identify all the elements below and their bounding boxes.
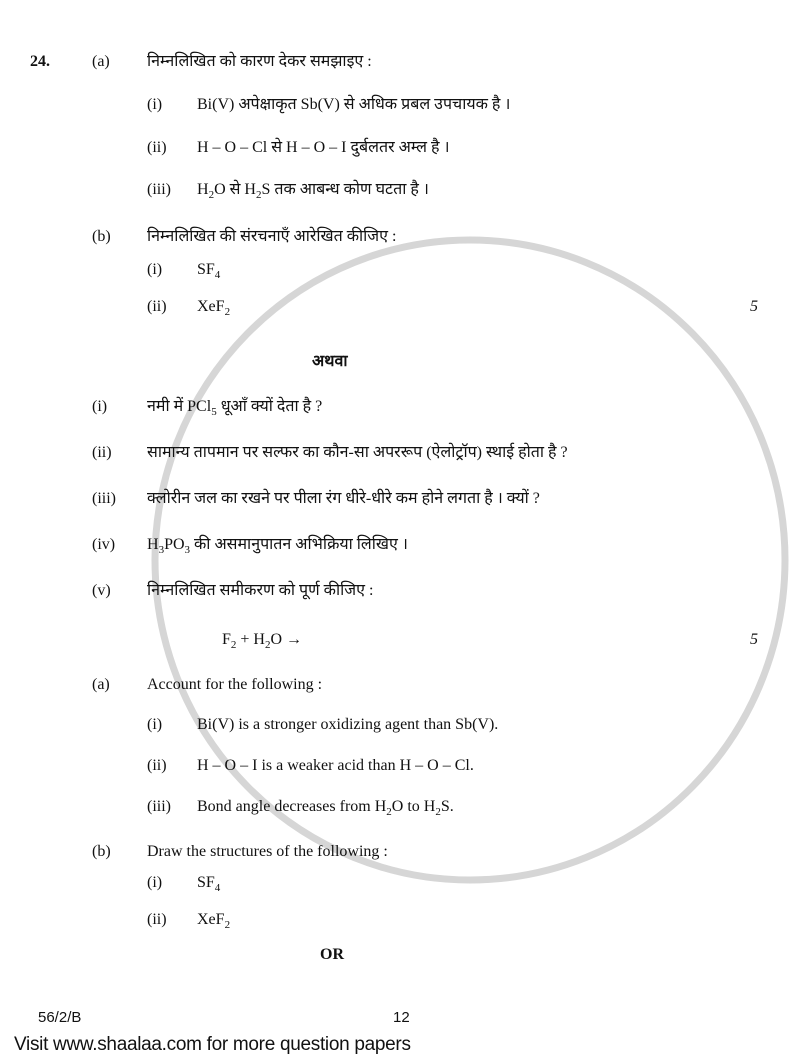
part-a-heading-hi: निम्नलिखित को कारण देकर समझाइए : (147, 53, 372, 70)
page-number: 12 (393, 1009, 410, 1026)
part-a-label: (a) (92, 53, 110, 70)
item-label: (i) (147, 716, 163, 733)
item-text: सामान्य तापमान पर सल्फर का कौन-सा अपररूप (ऐलोट्रॉप) स्थाई होता है ? (147, 444, 568, 461)
part-b-label: (b) (92, 843, 111, 860)
item-text: $H_2O$ से $H_2S$ तक आबन्ध कोण घटता है । (197, 181, 429, 201)
item-label: (ii) (147, 139, 167, 156)
item-label: (ii) (147, 911, 167, 928)
or-heading-hi: अथवा (312, 353, 348, 370)
item-text: H – O – I is a weaker acid than H – O – Cl. (197, 757, 474, 774)
paper-code: 56/2/B (38, 1009, 82, 1026)
part-b-label: (b) (92, 228, 111, 245)
item-text: क्लोरीन जल का रखने पर पीला रंग धीरे-धीरे कम होने लगता है । क्यों ? (147, 490, 540, 507)
or-heading-en: OR (320, 946, 344, 963)
item-text: $SF_4$ (197, 874, 221, 894)
part-a-label: (a) (92, 676, 110, 693)
item-label: (ii) (92, 444, 112, 461)
item-text: निम्नलिखित समीकरण को पूर्ण कीजिए : (147, 582, 374, 599)
item-text: $H_3PO_3$ की असमानुपातन अभिक्रिया लिखिए । (147, 536, 408, 556)
part-b-heading-en: Draw the structures of the following : (147, 843, 388, 860)
item-text: Bond angle decreases from $H_2O$ to $H_2S$. (197, 798, 454, 818)
item-label: (i) (147, 874, 163, 891)
item-text: XeF$_2$ (197, 911, 231, 931)
item-label: (iv) (92, 536, 116, 553)
item-label: (iii) (147, 798, 171, 815)
item-label: (i) (147, 261, 163, 278)
item-label: (v) (92, 582, 111, 599)
marks: 5 (750, 631, 758, 648)
item-text: $SF_4$ (197, 261, 221, 281)
item-text: H – O – Cl से H – O – I दुर्बलतर अम्ल है । (197, 139, 450, 156)
item-label: (i) (147, 96, 163, 113)
item-text: Bi(V) अपेक्षाकृत Sb(V) से अधिक प्रबल उपचायक है । (197, 96, 511, 113)
question-number: 24. (30, 53, 50, 70)
item-text: Bi(V) is a stronger oxidizing agent than Sb(V). (197, 716, 499, 733)
part-b-heading-hi: निम्नलिखित की संरचनाएँ आरेखित कीजिए : (147, 228, 397, 245)
item-text: XeF$_2$ (197, 298, 231, 318)
marks: 5 (750, 298, 758, 315)
equation: $F_2 + H_2O$ → (222, 631, 303, 651)
part-a-heading-en: Account for the following : (147, 676, 323, 693)
item-label: (i) (92, 398, 108, 415)
item-label: (ii) (147, 757, 167, 774)
item-label: (ii) (147, 298, 167, 315)
item-text: नमी में PCl$_5$ धूआँ क्यों देता है ? (147, 398, 323, 418)
item-label: (iii) (147, 181, 171, 198)
item-label: (iii) (92, 490, 116, 507)
visit-link[interactable]: Visit www.shaalaa.com for more question papers (14, 1034, 411, 1055)
